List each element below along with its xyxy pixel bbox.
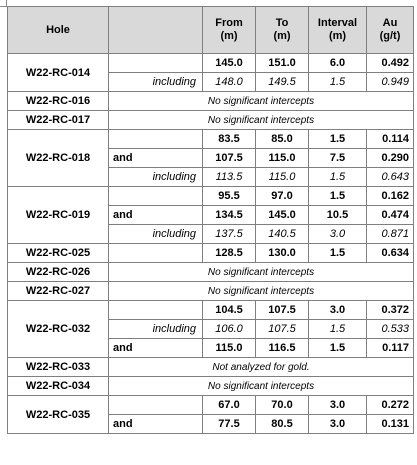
from-value: 113.5: [203, 168, 256, 187]
table-row: [8, 54, 414, 73]
header-row: [8, 7, 414, 54]
hole-id: W22-RC-033: [8, 358, 109, 377]
from-value: 95.5: [203, 187, 256, 206]
from-value: 137.5: [203, 225, 256, 244]
hole-id: W22-RC-018: [8, 130, 109, 187]
from-value: 104.5: [203, 301, 256, 320]
hole-id: W22-RC-034: [8, 377, 109, 396]
interval-value: 1.5: [309, 168, 367, 187]
header-au: [367, 7, 414, 54]
header-from: [203, 7, 256, 54]
header-from-label: From: [215, 17, 243, 29]
to-value: 149.5: [256, 73, 309, 92]
interval-value: 1.5: [309, 339, 367, 358]
to-value: 151.0: [256, 54, 309, 73]
au-grade: 0.533: [367, 320, 414, 339]
table-row: [8, 282, 414, 301]
header-to-label: To: [275, 17, 289, 29]
au-grade: 0.114: [367, 130, 414, 149]
intercept-note: No significant intercepts: [109, 282, 414, 301]
intercept-qualifier: [109, 187, 203, 206]
hole-id: W22-RC-026: [8, 263, 109, 282]
intercept-qualifier: [109, 396, 203, 415]
to-value: 107.5: [256, 320, 309, 339]
header-hole: Hole: [8, 7, 109, 54]
intercept-qualifier: and: [109, 149, 203, 168]
au-grade: 0.492: [367, 54, 414, 73]
interval-value: 1.5: [309, 244, 367, 263]
from-value: 128.5: [203, 244, 256, 263]
table-row: [8, 111, 414, 130]
header-interval-label: Interval: [317, 17, 358, 29]
header-interval: [309, 7, 367, 54]
interval-value: 3.0: [309, 301, 367, 320]
hole-id: W22-RC-014: [8, 54, 109, 92]
table-row: [8, 130, 414, 149]
interval-value: 7.5: [309, 149, 367, 168]
intercept-note: No significant intercepts: [109, 111, 414, 130]
from-value: 134.5: [203, 206, 256, 225]
table-row: [8, 358, 414, 377]
intercept-qualifier: and: [109, 415, 203, 434]
table-row: [8, 244, 414, 263]
to-value: 116.5: [256, 339, 309, 358]
to-value: 97.0: [256, 187, 309, 206]
to-value: 70.0: [256, 396, 309, 415]
from-value: 67.0: [203, 396, 256, 415]
header-to-unit: (m): [273, 30, 291, 42]
drill-results-table: [7, 6, 414, 434]
from-value: 106.0: [203, 320, 256, 339]
intercept-note: No significant intercepts: [109, 263, 414, 282]
intercept-qualifier: [109, 301, 203, 320]
table-row: [8, 92, 414, 111]
hole-id: W22-RC-019: [8, 187, 109, 244]
to-value: 80.5: [256, 415, 309, 434]
interval-value: 3.0: [309, 396, 367, 415]
to-value: 85.0: [256, 130, 309, 149]
intercept-note: No significant intercepts: [109, 92, 414, 111]
to-value: 107.5: [256, 301, 309, 320]
table-move-handle[interactable]: [0, 0, 7, 7]
intercept-qualifier: including: [109, 73, 203, 92]
from-value: 115.0: [203, 339, 256, 358]
hole-id: W22-RC-016: [8, 92, 109, 111]
header-au-label: Au: [382, 17, 398, 29]
interval-value: 1.5: [309, 73, 367, 92]
from-value: 107.5: [203, 149, 256, 168]
au-grade: 0.372: [367, 301, 414, 320]
hole-id: W22-RC-027: [8, 282, 109, 301]
interval-value: 3.0: [309, 415, 367, 434]
from-value: 145.0: [203, 54, 256, 73]
intercept-qualifier: [109, 54, 203, 73]
to-value: 115.0: [256, 149, 309, 168]
interval-value: 3.0: [309, 225, 367, 244]
header-au-unit: (g/t): [379, 30, 401, 42]
intercept-qualifier: including: [109, 320, 203, 339]
table-row: [8, 396, 414, 415]
to-value: 115.0: [256, 168, 309, 187]
interval-value: 1.5: [309, 187, 367, 206]
interval-value: 1.5: [309, 130, 367, 149]
header-interval-unit: (m): [328, 30, 347, 42]
hole-id: W22-RC-035: [8, 396, 109, 434]
header-to: [256, 7, 309, 54]
table-row: [8, 263, 414, 282]
hole-id: W22-RC-017: [8, 111, 109, 130]
header-from-unit: (m): [220, 30, 238, 42]
au-grade: 0.634: [367, 244, 414, 263]
to-value: 140.5: [256, 225, 309, 244]
au-grade: 0.474: [367, 206, 414, 225]
from-value: 77.5: [203, 415, 256, 434]
intercept-qualifier: [109, 244, 203, 263]
table-body: [8, 54, 414, 434]
intercept-qualifier: [109, 130, 203, 149]
intercept-qualifier: including: [109, 225, 203, 244]
to-value: 145.0: [256, 206, 309, 225]
au-grade: 0.871: [367, 225, 414, 244]
table-row: [8, 187, 414, 206]
intercept-qualifier: including: [109, 168, 203, 187]
intercept-note: Not analyzed for gold.: [109, 358, 414, 377]
interval-value: 6.0: [309, 54, 367, 73]
from-value: 83.5: [203, 130, 256, 149]
au-grade: 0.290: [367, 149, 414, 168]
au-grade: 0.949: [367, 73, 414, 92]
au-grade: 0.162: [367, 187, 414, 206]
hole-id: W22-RC-025: [8, 244, 109, 263]
au-grade: 0.117: [367, 339, 414, 358]
to-value: 130.0: [256, 244, 309, 263]
intercept-note: No significant intercepts: [109, 377, 414, 396]
au-grade: 0.131: [367, 415, 414, 434]
interval-value: 10.5: [309, 206, 367, 225]
table-row: [8, 377, 414, 396]
table-row: [8, 301, 414, 320]
au-grade: 0.272: [367, 396, 414, 415]
from-value: 148.0: [203, 73, 256, 92]
intercept-qualifier: and: [109, 339, 203, 358]
header-qualifier: [109, 7, 203, 54]
hole-id: W22-RC-032: [8, 301, 109, 358]
au-grade: 0.643: [367, 168, 414, 187]
interval-value: 1.5: [309, 320, 367, 339]
intercept-qualifier: and: [109, 206, 203, 225]
